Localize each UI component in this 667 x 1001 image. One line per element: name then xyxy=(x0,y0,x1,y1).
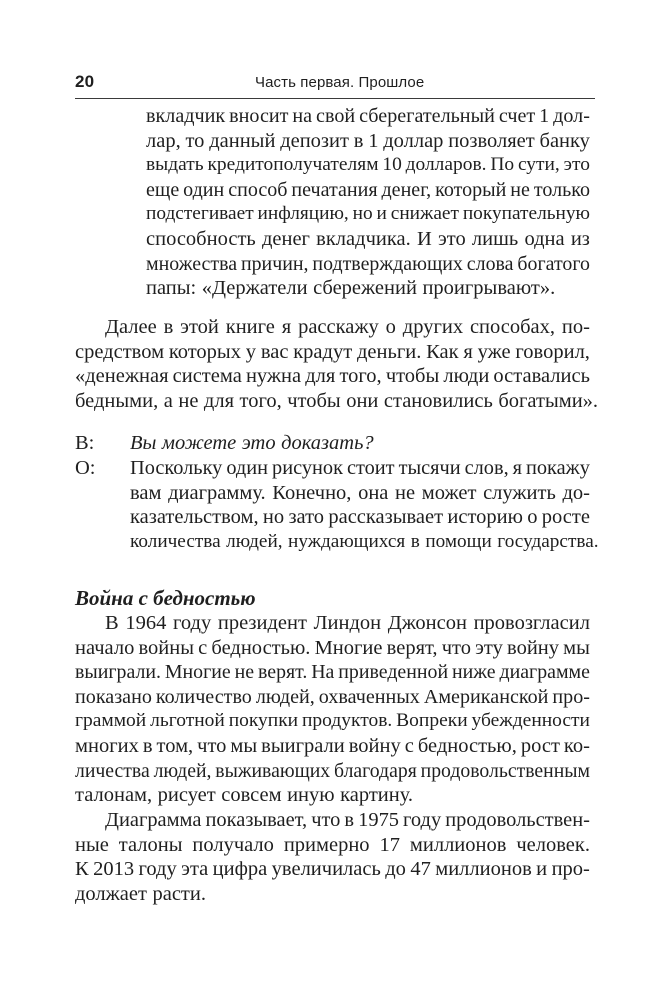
question-text xyxy=(130,431,590,456)
running-head: Часть первая. Прошлое xyxy=(255,74,425,91)
answer-text xyxy=(130,456,599,554)
text-line: Вы можете это доказать? xyxy=(130,432,374,454)
text-line: ные талоны получало примерно 17 миллионов человек. xyxy=(75,833,590,856)
text-line: Диаграмма показывает, что в 1975 году продовольствен- xyxy=(105,809,590,831)
text-line: казательством, но зато рассказывает историю о росте xyxy=(130,506,590,529)
text-line: К 2013 году эта цифра увеличилась до 47 миллионов и про- xyxy=(75,858,590,881)
text-line: выдать кредитополучателям 10 долларов. По сути, это xyxy=(146,154,590,176)
text-line: подстегивает инфляцию, но и снижает покупательную xyxy=(146,203,590,225)
paragraph-3 xyxy=(75,808,590,906)
text-line: многих в том, что мы выиграли войну с бедностью, рост ко- xyxy=(75,734,590,757)
quote-block xyxy=(146,104,590,301)
text-line: граммой льготной покупки продуктов. Вопреки убежденности xyxy=(75,710,590,732)
text-line: должает расти. xyxy=(75,882,206,905)
text-line: вкладчик вносит на свой сберегательный счет 1 дол- xyxy=(146,105,590,127)
question-label: В: xyxy=(75,432,95,454)
text-line: способность денег вкладчика. И это лишь одна из xyxy=(146,227,590,250)
text-line: количества людей, нуждающихся в помощи государства. xyxy=(130,530,599,552)
text-line: вам диаграмму. Конечно, она не может служить до- xyxy=(130,481,590,504)
text-line: В 1964 году президент Линдон Джонсон провозгласил xyxy=(105,612,590,634)
answer-label: О: xyxy=(75,457,96,479)
text-line: папы: «Держатели сбережений проигрывают». xyxy=(146,277,556,300)
text-line: Поскольку один рисунок стоит тысячи слов, я покажу xyxy=(130,457,590,479)
paragraph-1 xyxy=(75,315,599,413)
text-line: Далее в этой книге я расскажу о других способах, по- xyxy=(105,316,590,338)
text-line: талонам, рисует совсем иную картину. xyxy=(75,784,414,807)
text-line: лар, то данный депозит в 1 доллар позволяет банку xyxy=(146,129,590,152)
page-header xyxy=(75,70,595,98)
text-line: начало войны с бедностью. Многие верят, что эту войну мы xyxy=(75,636,590,659)
text-line: еще один способ печатания денег, который не только xyxy=(146,178,590,201)
text-line: личества людей, выживающих благодаря продовольственным xyxy=(75,759,590,782)
section-title: Война с бедностью xyxy=(75,586,256,610)
page-number: 20 xyxy=(75,72,95,91)
header-divider xyxy=(75,98,595,99)
text-line: выиграли. Многие не верят. На приведенной ниже диаграмме xyxy=(75,661,590,684)
text-line: множества причин, подтверждающих слова богатого xyxy=(146,252,590,275)
paragraph-2 xyxy=(75,611,590,808)
text-line: «денежная система нужна для того, чтобы люди оставались xyxy=(75,365,590,388)
text-line: средством которых у вас крадут деньги. Как я уже говорил, xyxy=(75,340,590,363)
text-line: бедными, а не для того, чтобы они становились богатыми». xyxy=(75,389,599,412)
text-line: показано количество людей, охваченных Американской про- xyxy=(75,685,590,708)
